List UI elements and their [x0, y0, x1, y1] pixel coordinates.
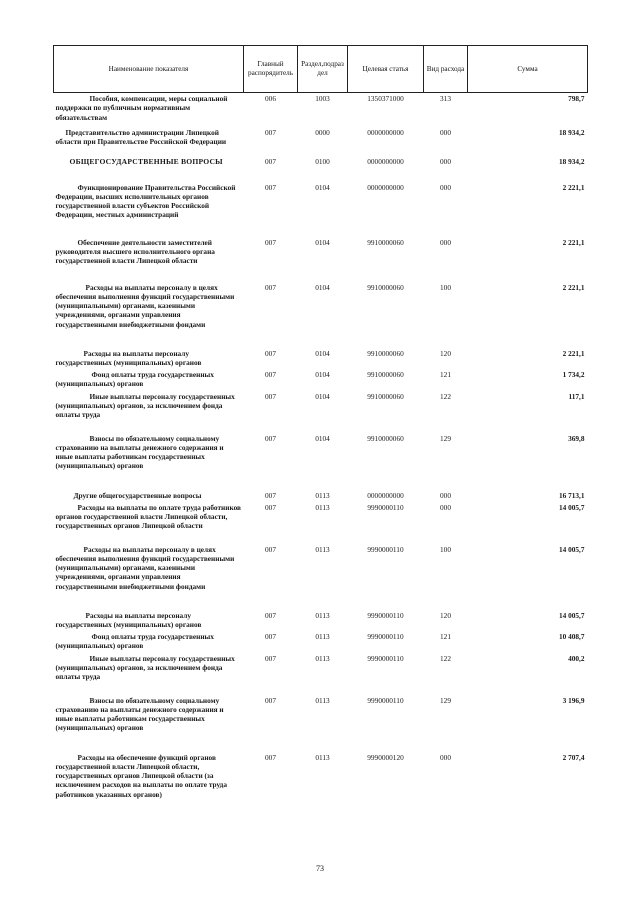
table-row — [54, 653, 588, 695]
header-name: Наименование показателя — [54, 46, 244, 93]
row-main-manager: 007 — [265, 490, 276, 500]
row-sum: 369,8 — [568, 433, 585, 443]
row-main-manager: 007 — [265, 282, 276, 292]
row-name: Иные выплаты персоналу государственных (муниципальных) органов, за исключением фонда оплаты труда — [55, 653, 235, 682]
row-sum: 2 221,1 — [562, 348, 585, 358]
table-row — [54, 127, 588, 156]
table-row — [54, 391, 588, 433]
row-expense-type: 121 — [440, 631, 451, 641]
table-row — [54, 752, 588, 802]
table-row — [54, 93, 588, 127]
row-section: 1003 — [315, 94, 330, 103]
row-name: Пособия, компенсации, меры социальной поддержки по публичным нормативным обязательствам — [55, 94, 228, 122]
header-expense-type: Вид расхода — [424, 46, 468, 93]
row-target: 9990000110 — [367, 631, 404, 641]
row-sum: 3 196,9 — [562, 695, 585, 705]
row-target: 0000000000 — [367, 156, 404, 166]
row-main-manager: 007 — [265, 631, 276, 641]
row-name: Расходы на выплаты по оплате труда работников органов государственной власти Липецкой области, государственных органов Липецкой области — [55, 502, 241, 531]
row-name: Обеспечение деятельности заместителей руководителя высшего исполнительного органа государственной власти Липецкой области — [55, 237, 215, 266]
row-expense-type: 000 — [440, 237, 451, 247]
row-sum: 2 221,1 — [562, 237, 585, 247]
table-row — [54, 369, 588, 391]
row-section: 0113 — [315, 490, 330, 500]
row-main-manager: 007 — [265, 653, 276, 663]
table-row — [54, 610, 588, 631]
table-row — [54, 490, 588, 502]
row-name: Фонд оплаты труда государственных (муниципальных) органов — [55, 631, 214, 650]
row-name: Расходы на обеспечение функций органов государственной власти Липецкой области, государственных органов Липецкой области (за исключением расходов на выплаты по оплате труда работников указанных органов) — [55, 752, 227, 799]
row-main-manager: 007 — [265, 369, 276, 379]
row-target: 9910000060 — [367, 369, 404, 379]
table-row — [54, 282, 588, 348]
table-row — [54, 695, 588, 752]
row-expense-type: 100 — [440, 544, 451, 554]
row-expense-type: 122 — [440, 653, 451, 663]
row-target: 0000000000 — [367, 182, 404, 192]
row-sum: 18 934,2 — [558, 127, 585, 137]
row-main-manager: 007 — [265, 610, 276, 620]
row-expense-type: 129 — [440, 433, 451, 443]
row-name: Расходы на выплаты персоналу государственных (муниципальных) органов — [55, 348, 202, 367]
row-expense-type: 000 — [440, 490, 451, 500]
row-section: 0113 — [315, 653, 330, 663]
row-name: Расходы на выплаты персоналу в целях обеспечения выполнения функций государственными (муниципальными) органами, казенными учреждениями, органами управления государственными внебюджетными фондами — [55, 282, 235, 329]
row-name: Иные выплаты персоналу государственных (муниципальных) органов, за исключением фонда оплаты труда — [55, 391, 235, 420]
row-name: Фонд оплаты труда государственных (муниципальных) органов — [55, 369, 214, 388]
row-name: Взносы по обязательному социальному страхованию на выплаты денежного содержания и иные выплаты работникам государственных (муниципальных) органов — [55, 695, 224, 733]
row-expense-type: 313 — [440, 94, 451, 103]
row-section: 0104 — [315, 182, 330, 192]
row-section: 0104 — [315, 237, 330, 247]
row-target: 9990000110 — [367, 502, 404, 512]
table-row — [54, 631, 588, 653]
row-section: 0113 — [315, 695, 330, 705]
row-target: 9990000110 — [367, 610, 404, 620]
row-main-manager: 007 — [265, 502, 276, 512]
row-target: 9990000110 — [367, 695, 404, 705]
row-section: 0104 — [315, 282, 330, 292]
row-name: Функционирование Правительства Российской Федерации, высших исполнительных органов государственной власти субъектов Российской Федерации, местных администраций — [55, 182, 236, 220]
row-main-manager: 007 — [265, 752, 276, 762]
row-main-manager: 007 — [265, 182, 276, 192]
row-target: 1350371000 — [367, 94, 404, 103]
row-section: 0104 — [315, 433, 330, 443]
budget-table-wrapper — [53, 45, 587, 802]
row-name: Взносы по обязательному социальному страхованию на выплаты денежного содержания и иные выплаты работникам государственных (муниципальных) органов — [55, 433, 224, 471]
row-main-manager: 007 — [265, 391, 276, 401]
header-sum: Сумма — [468, 46, 588, 93]
row-expense-type: 120 — [440, 610, 451, 620]
row-sum: 14 005,7 — [558, 544, 585, 554]
row-sum: 798,7 — [568, 94, 585, 103]
row-target: 9910000060 — [367, 348, 404, 358]
row-section: 0104 — [315, 391, 330, 401]
row-expense-type: 121 — [440, 369, 451, 379]
row-target: 9990000110 — [367, 544, 404, 554]
row-section: 0100 — [315, 156, 330, 166]
row-sum: 2 221,1 — [562, 282, 585, 292]
table-body — [54, 93, 588, 802]
row-section: 0113 — [315, 752, 330, 762]
row-sum: 18 934,2 — [558, 156, 585, 166]
page-number: 73 — [316, 864, 324, 873]
row-main-manager: 007 — [265, 348, 276, 358]
header-main-manager: Главный распорядитель — [244, 46, 298, 93]
row-target: 9910000060 — [367, 237, 404, 247]
table-row — [54, 544, 588, 610]
table-row — [54, 237, 588, 282]
row-expense-type: 000 — [440, 752, 451, 762]
row-name: Представительство администрации Липецкой области при Правительстве Российской Федерации — [55, 127, 227, 146]
table-header-row — [54, 46, 588, 93]
row-main-manager: 007 — [265, 127, 276, 137]
row-main-manager: 007 — [265, 544, 276, 554]
row-sum: 400,2 — [568, 653, 585, 663]
row-sum: 10 408,7 — [558, 631, 585, 641]
row-sum: 14 005,7 — [558, 610, 585, 620]
row-target: 9990000120 — [367, 752, 404, 762]
row-section: 0113 — [315, 631, 330, 641]
row-main-manager: 007 — [265, 433, 276, 443]
row-expense-type: 129 — [440, 695, 451, 705]
row-expense-type: 000 — [440, 156, 451, 166]
row-sum: 2 221,1 — [562, 182, 585, 192]
row-sum: 117,1 — [568, 391, 585, 401]
row-expense-type: 120 — [440, 348, 451, 358]
row-name: Расходы на выплаты персоналу в целях обеспечения выполнения функций государственными (муниципальными) органами, казенными учреждениями, органами управления государственными внебюджетными фондами — [55, 544, 235, 591]
row-name: ОБЩЕГОСУДАРСТВЕННЫЕ ВОПРОСЫ — [69, 156, 223, 166]
row-section: 0113 — [315, 502, 330, 512]
row-target: 9910000060 — [367, 391, 404, 401]
row-expense-type: 000 — [440, 502, 451, 512]
row-expense-type: 000 — [440, 127, 451, 137]
row-expense-type: 000 — [440, 182, 451, 192]
header-section: Раздел,подраз дел — [298, 46, 348, 93]
table-row — [54, 502, 588, 544]
row-sum: 1 734,2 — [562, 369, 585, 379]
row-name: Другие общегосударственные вопросы — [73, 490, 202, 500]
row-expense-type: 122 — [440, 391, 451, 401]
table-row — [54, 182, 588, 237]
table-row — [54, 433, 588, 490]
budget-table — [53, 45, 588, 802]
row-sum: 16 713,1 — [558, 490, 585, 500]
row-section: 0113 — [315, 610, 330, 620]
row-target: 9910000060 — [367, 282, 404, 292]
row-target: 9910000060 — [367, 433, 404, 443]
header-target: Целевая статья — [348, 46, 424, 93]
row-main-manager: 007 — [265, 237, 276, 247]
row-target: 9990000110 — [367, 653, 404, 663]
row-sum: 2 707,4 — [562, 752, 585, 762]
row-main-manager: 006 — [265, 94, 276, 103]
row-name: Расходы на выплаты персоналу государственных (муниципальных) органов — [55, 610, 202, 629]
row-target: 0000000000 — [367, 127, 404, 137]
row-section: 0104 — [315, 369, 330, 379]
row-sum: 14 005,7 — [558, 502, 585, 512]
row-expense-type: 100 — [440, 282, 451, 292]
row-section: 0000 — [315, 127, 330, 137]
row-main-manager: 007 — [265, 695, 276, 705]
row-section: 0104 — [315, 348, 330, 358]
table-row — [54, 156, 588, 182]
row-main-manager: 007 — [265, 156, 276, 166]
table-row — [54, 348, 588, 369]
row-section: 0113 — [315, 544, 330, 554]
row-target: 0000000000 — [367, 490, 404, 500]
